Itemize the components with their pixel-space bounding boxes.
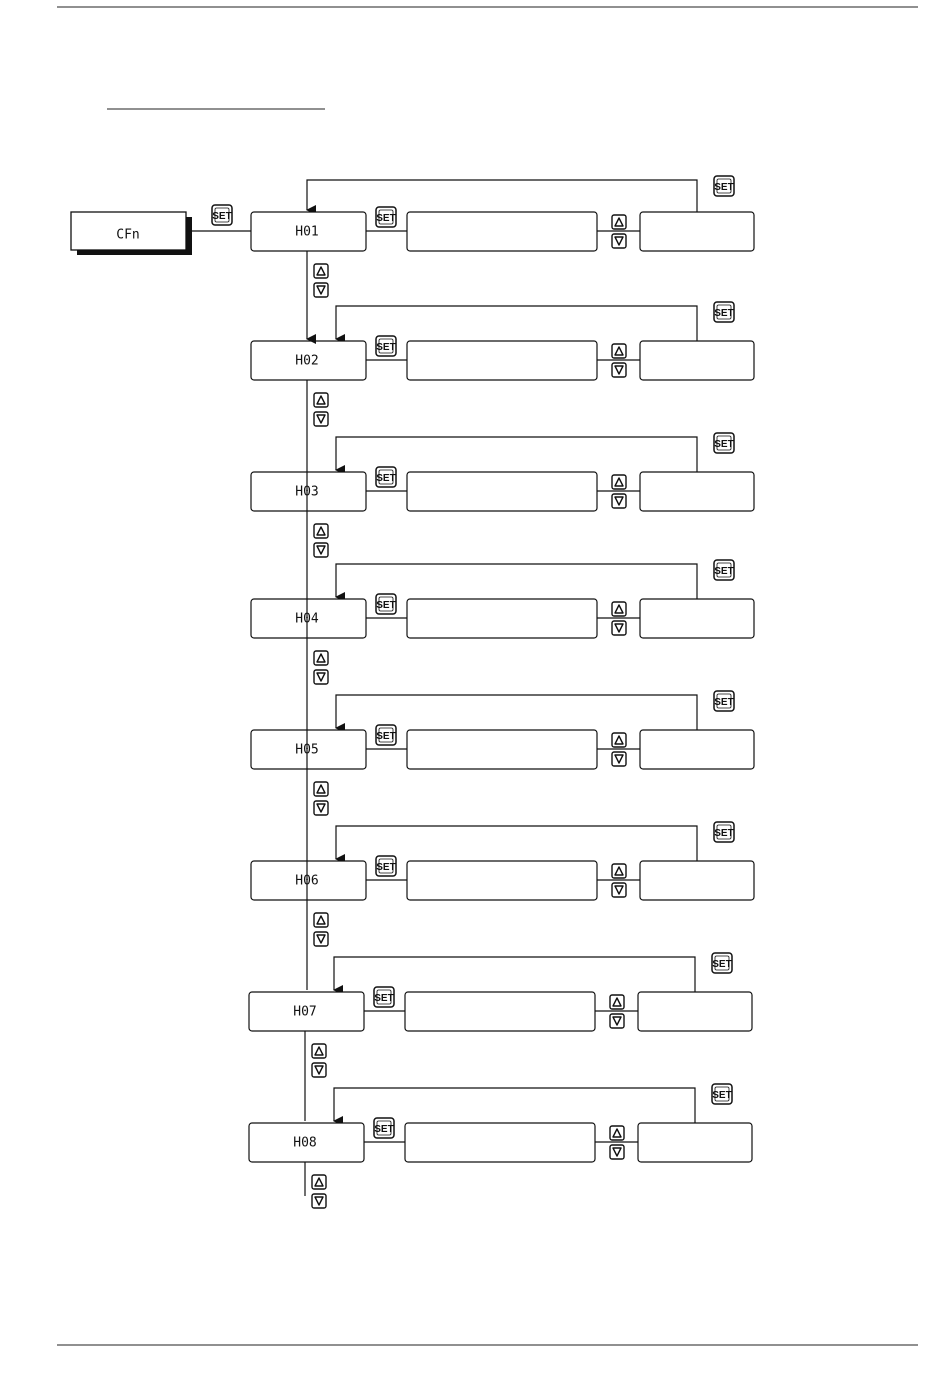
set-button-label: SET — [714, 697, 734, 708]
up-arrow-key-icon — [314, 782, 328, 796]
set-button-label: SET — [714, 566, 734, 577]
down-arrow-key-icon — [610, 1014, 624, 1028]
set-button-icon — [714, 176, 734, 196]
description-box — [407, 861, 597, 900]
down-arrow-key-icon — [314, 932, 328, 946]
parameter-box — [251, 341, 366, 380]
set-button-icon — [376, 725, 396, 745]
up-arrow-key-icon — [314, 524, 328, 538]
set-button-icon — [376, 856, 396, 876]
set-button-label: SET — [376, 862, 396, 873]
set-button-label: SET — [374, 1124, 394, 1135]
down-arrow-key-icon — [612, 363, 626, 377]
parameter-code: H06 — [295, 873, 319, 889]
set-button-icon — [376, 207, 396, 227]
parameter-code: H01 — [295, 224, 319, 240]
value-box — [640, 472, 754, 511]
parameter-box — [251, 599, 366, 638]
down-arrow-key-icon — [314, 801, 328, 815]
down-arrow-key-icon — [314, 543, 328, 557]
set-button-label: SET — [376, 600, 396, 611]
value-box — [638, 1123, 752, 1162]
cfn-label: CFn — [116, 227, 140, 243]
description-box — [407, 472, 597, 511]
set-button-icon — [714, 433, 734, 453]
vertical-flow-line — [305, 251, 307, 1196]
parameter-row — [249, 953, 752, 1077]
set-button-icon — [714, 691, 734, 711]
value-box — [640, 730, 754, 769]
up-arrow-key-icon — [612, 344, 626, 358]
parameter-code: H08 — [293, 1135, 317, 1151]
up-arrow-key-icon — [314, 264, 328, 278]
set-button-icon — [714, 560, 734, 580]
entry-set-button — [186, 205, 251, 231]
set-button-icon — [376, 467, 396, 487]
description-box — [407, 599, 597, 638]
description-box — [407, 212, 597, 251]
down-arrow-key-icon — [312, 1063, 326, 1077]
description-box — [407, 730, 597, 769]
up-arrow-key-icon — [612, 475, 626, 489]
down-arrow-key-icon — [612, 752, 626, 766]
parameter-code: H03 — [295, 484, 319, 500]
down-arrow-key-icon — [610, 1145, 624, 1159]
set-button-label: SET — [374, 993, 394, 1004]
parameter-box — [249, 1123, 364, 1162]
down-arrow-key-icon — [312, 1194, 326, 1208]
parameter-code: H05 — [295, 742, 319, 758]
down-arrow-key-icon — [314, 670, 328, 684]
down-arrow-key-icon — [612, 234, 626, 248]
down-arrow-key-icon — [314, 412, 328, 426]
parameter-box — [251, 730, 366, 769]
parameter-box — [251, 212, 366, 251]
parameter-box — [249, 992, 364, 1031]
up-arrow-key-icon — [612, 733, 626, 747]
up-arrow-key-icon — [612, 864, 626, 878]
down-arrow-key-icon — [612, 883, 626, 897]
set-button-icon — [376, 336, 396, 356]
set-button-label: SET — [376, 731, 396, 742]
return-loop-line — [307, 180, 697, 212]
down-arrow-key-icon — [612, 621, 626, 635]
description-box — [405, 1123, 595, 1162]
up-arrow-key-icon — [610, 1126, 624, 1140]
parameter-row — [251, 433, 754, 557]
set-button-label: SET — [714, 828, 734, 839]
set-button-icon — [712, 953, 732, 973]
set-button-icon — [212, 205, 232, 225]
cfn-menu-box — [71, 212, 192, 255]
description-box — [405, 992, 595, 1031]
down-arrow-key-icon — [314, 283, 328, 297]
set-button-label: SET — [712, 959, 732, 970]
parameter-code: H07 — [293, 1004, 317, 1020]
value-box — [640, 341, 754, 380]
up-arrow-key-icon — [312, 1175, 326, 1189]
set-button-icon — [714, 302, 734, 322]
value-box — [640, 861, 754, 900]
set-button-icon — [374, 987, 394, 1007]
down-arrow-key-icon — [612, 494, 626, 508]
value-box — [640, 599, 754, 638]
parameter-row — [251, 691, 754, 815]
parameter-code: H04 — [295, 611, 319, 627]
up-arrow-key-icon — [314, 651, 328, 665]
value-box — [638, 992, 752, 1031]
set-button-label: SET — [712, 1090, 732, 1101]
set-button-icon — [712, 1084, 732, 1104]
up-arrow-key-icon — [610, 995, 624, 1009]
set-button-label: SET — [376, 473, 396, 484]
parameter-code: H02 — [295, 353, 319, 369]
set-button-icon — [714, 822, 734, 842]
set-button-label: SET — [714, 182, 734, 193]
parameter-box — [251, 861, 366, 900]
parameter-row — [251, 176, 754, 297]
parameter-row — [249, 1084, 752, 1208]
description-box — [407, 341, 597, 380]
set-button-label: SET — [376, 213, 396, 224]
up-arrow-key-icon — [314, 393, 328, 407]
parameter-rows — [249, 176, 754, 1208]
parameter-row — [251, 560, 754, 684]
up-arrow-key-icon — [612, 215, 626, 229]
set-button-label: SET — [714, 439, 734, 450]
set-button-label: SET — [714, 308, 734, 319]
set-button-icon — [376, 594, 396, 614]
set-button-label: SET — [376, 342, 396, 353]
value-box — [640, 212, 754, 251]
up-arrow-key-icon — [314, 913, 328, 927]
parameter-row — [251, 822, 754, 946]
set-button-label: SET — [212, 211, 232, 222]
set-button-icon — [374, 1118, 394, 1138]
up-arrow-key-icon — [312, 1044, 326, 1058]
parameter-row — [251, 302, 754, 426]
parameter-box — [251, 472, 366, 511]
up-arrow-key-icon — [612, 602, 626, 616]
